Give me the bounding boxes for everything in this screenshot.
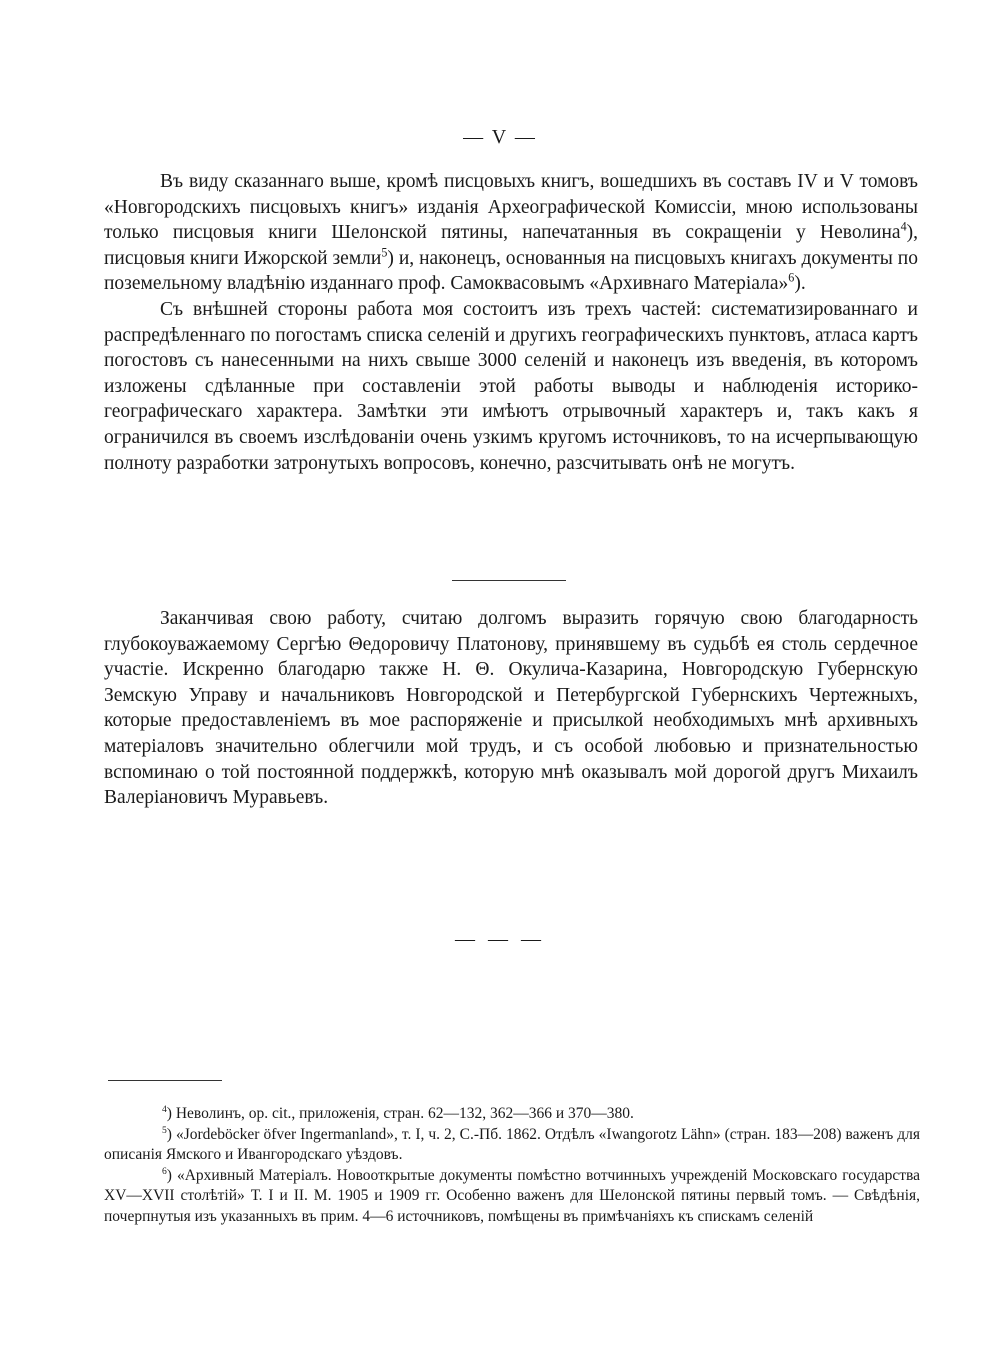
footnote-text: ) Неволинъ, op. cit., приложенія, стран. 62—132, 362—366 и 370—380.	[166, 1105, 634, 1122]
page-number: — V —	[463, 126, 537, 148]
paragraph-sources-text-b: ), писцовыя книги Ижорской земли	[104, 222, 918, 269]
paragraph-sources-text-c: ) и, наконецъ, основанныя на писцовыхъ книгахъ документы по поземельному владѣнію изданнаго проф. Самоквасовымъ «Архивнаго Матеріала»	[104, 247, 918, 295]
main-text-upper	[104, 169, 918, 476]
footnote-mark: 5	[162, 1124, 167, 1136]
footnote-ref-4: 4	[900, 219, 907, 234]
footnote-item	[104, 1125, 920, 1166]
main-text-lower	[104, 606, 918, 811]
paragraph-sources	[104, 169, 918, 297]
end-divider: — — —	[455, 928, 545, 950]
footnotes	[104, 1104, 920, 1228]
footnote-text: ) «Архивный Матеріалъ. Новооткрытые документы помѣстно вотчинныхъ учрежденій Московскаго государства XV—XVII столѣтій» Т. I и II. М. 1905 и 1909 гг. Особенно важенъ для Шелонской пятины первый томъ. — Свѣдѣнія, почерпнутыя изъ указанныхъ въ прим. 4—6 источниковъ, помѣщены въ примѣчаніяхъ къ спискамъ селеній	[104, 1166, 920, 1225]
paragraph-sources-text-d: ).	[794, 273, 806, 295]
footnote-mark: 6	[162, 1165, 167, 1177]
footnote-rule	[108, 1080, 222, 1081]
footnote-ref-5: 5	[381, 245, 388, 260]
footnote-text: ) «Jordeböcker öfver Ingermanland», т. I, ч. 2, С.-Пб. 1862. Отдѣлъ «Iwangorotz Lähn» (стран. 183—208) важенъ для описанія Ямского и Ивангородскаго уѣздовъ.	[104, 1125, 920, 1164]
paragraph-sources-text-a: Въ виду сказаннаго выше, кромѣ писцовыхъ книгъ, вошедшихъ въ составъ IV и V томовъ «Новгородскихъ писцовыхъ книгъ» изданія Археографической Комиссіи, мною использованы только писцовыя книги Шелонской пятины, напечатанныя въ сокращеніи у Неволина	[104, 171, 918, 244]
footnote-ref-6: 6	[788, 270, 795, 285]
footnote-item	[104, 1104, 920, 1125]
paragraph-structure: Съ внѣшней стороны работа моя состоитъ изъ трехъ частей: систематизированнаго и распредѣленнаго по погостамъ списка селеній и другихъ географическихъ пунктовъ, атласа картъ погостовъ съ нанесенными на нихъ свыше 3000 селеній и наконецъ изъ введенія, въ которомъ изложены сдѣланные при составленіи этой работы выводы и наблюденія историко-географическаго характера. Замѣтки эти имѣютъ отрывочный характеръ и, такъ какъ я ограничился въ своемъ изслѣдованіи очень узкимъ кругомъ источниковъ, то на исчерпывающую полноту разработки затронутыхъ вопросовъ, конечно, разсчитывать онѣ не могутъ.	[104, 298, 918, 474]
paragraph-acknowledgements: Заканчивая свою работу, считаю долгомъ выразить горячую свою благодарность глубокоуважаемому Сергѣю Θедоровичу Платонову, принявшему въ судьбѣ ея столь сердечное участіе. Искренно благодарю также Н. Θ. Окулича-Казарина, Новгородскую Губернскую Земскую Управу и начальниковъ Новгородской и Петербургской Губернскихъ Чертежныхъ, которые предоставленіемъ въ мое распоряженіе и присылкой необходимыхъ мнѣ архивныхъ матеріаловъ значительно облегчили мой трудъ, и съ особой любовью и признательностью вспоминаю о той постоянной поддержкѣ, которую мнѣ оказывалъ мой дорогой другъ Михаилъ Валеріановичъ Муравьевъ.	[104, 608, 918, 809]
footnote-item	[104, 1166, 920, 1228]
footnote-mark: 4	[162, 1103, 167, 1115]
section-divider-rule	[452, 580, 566, 581]
